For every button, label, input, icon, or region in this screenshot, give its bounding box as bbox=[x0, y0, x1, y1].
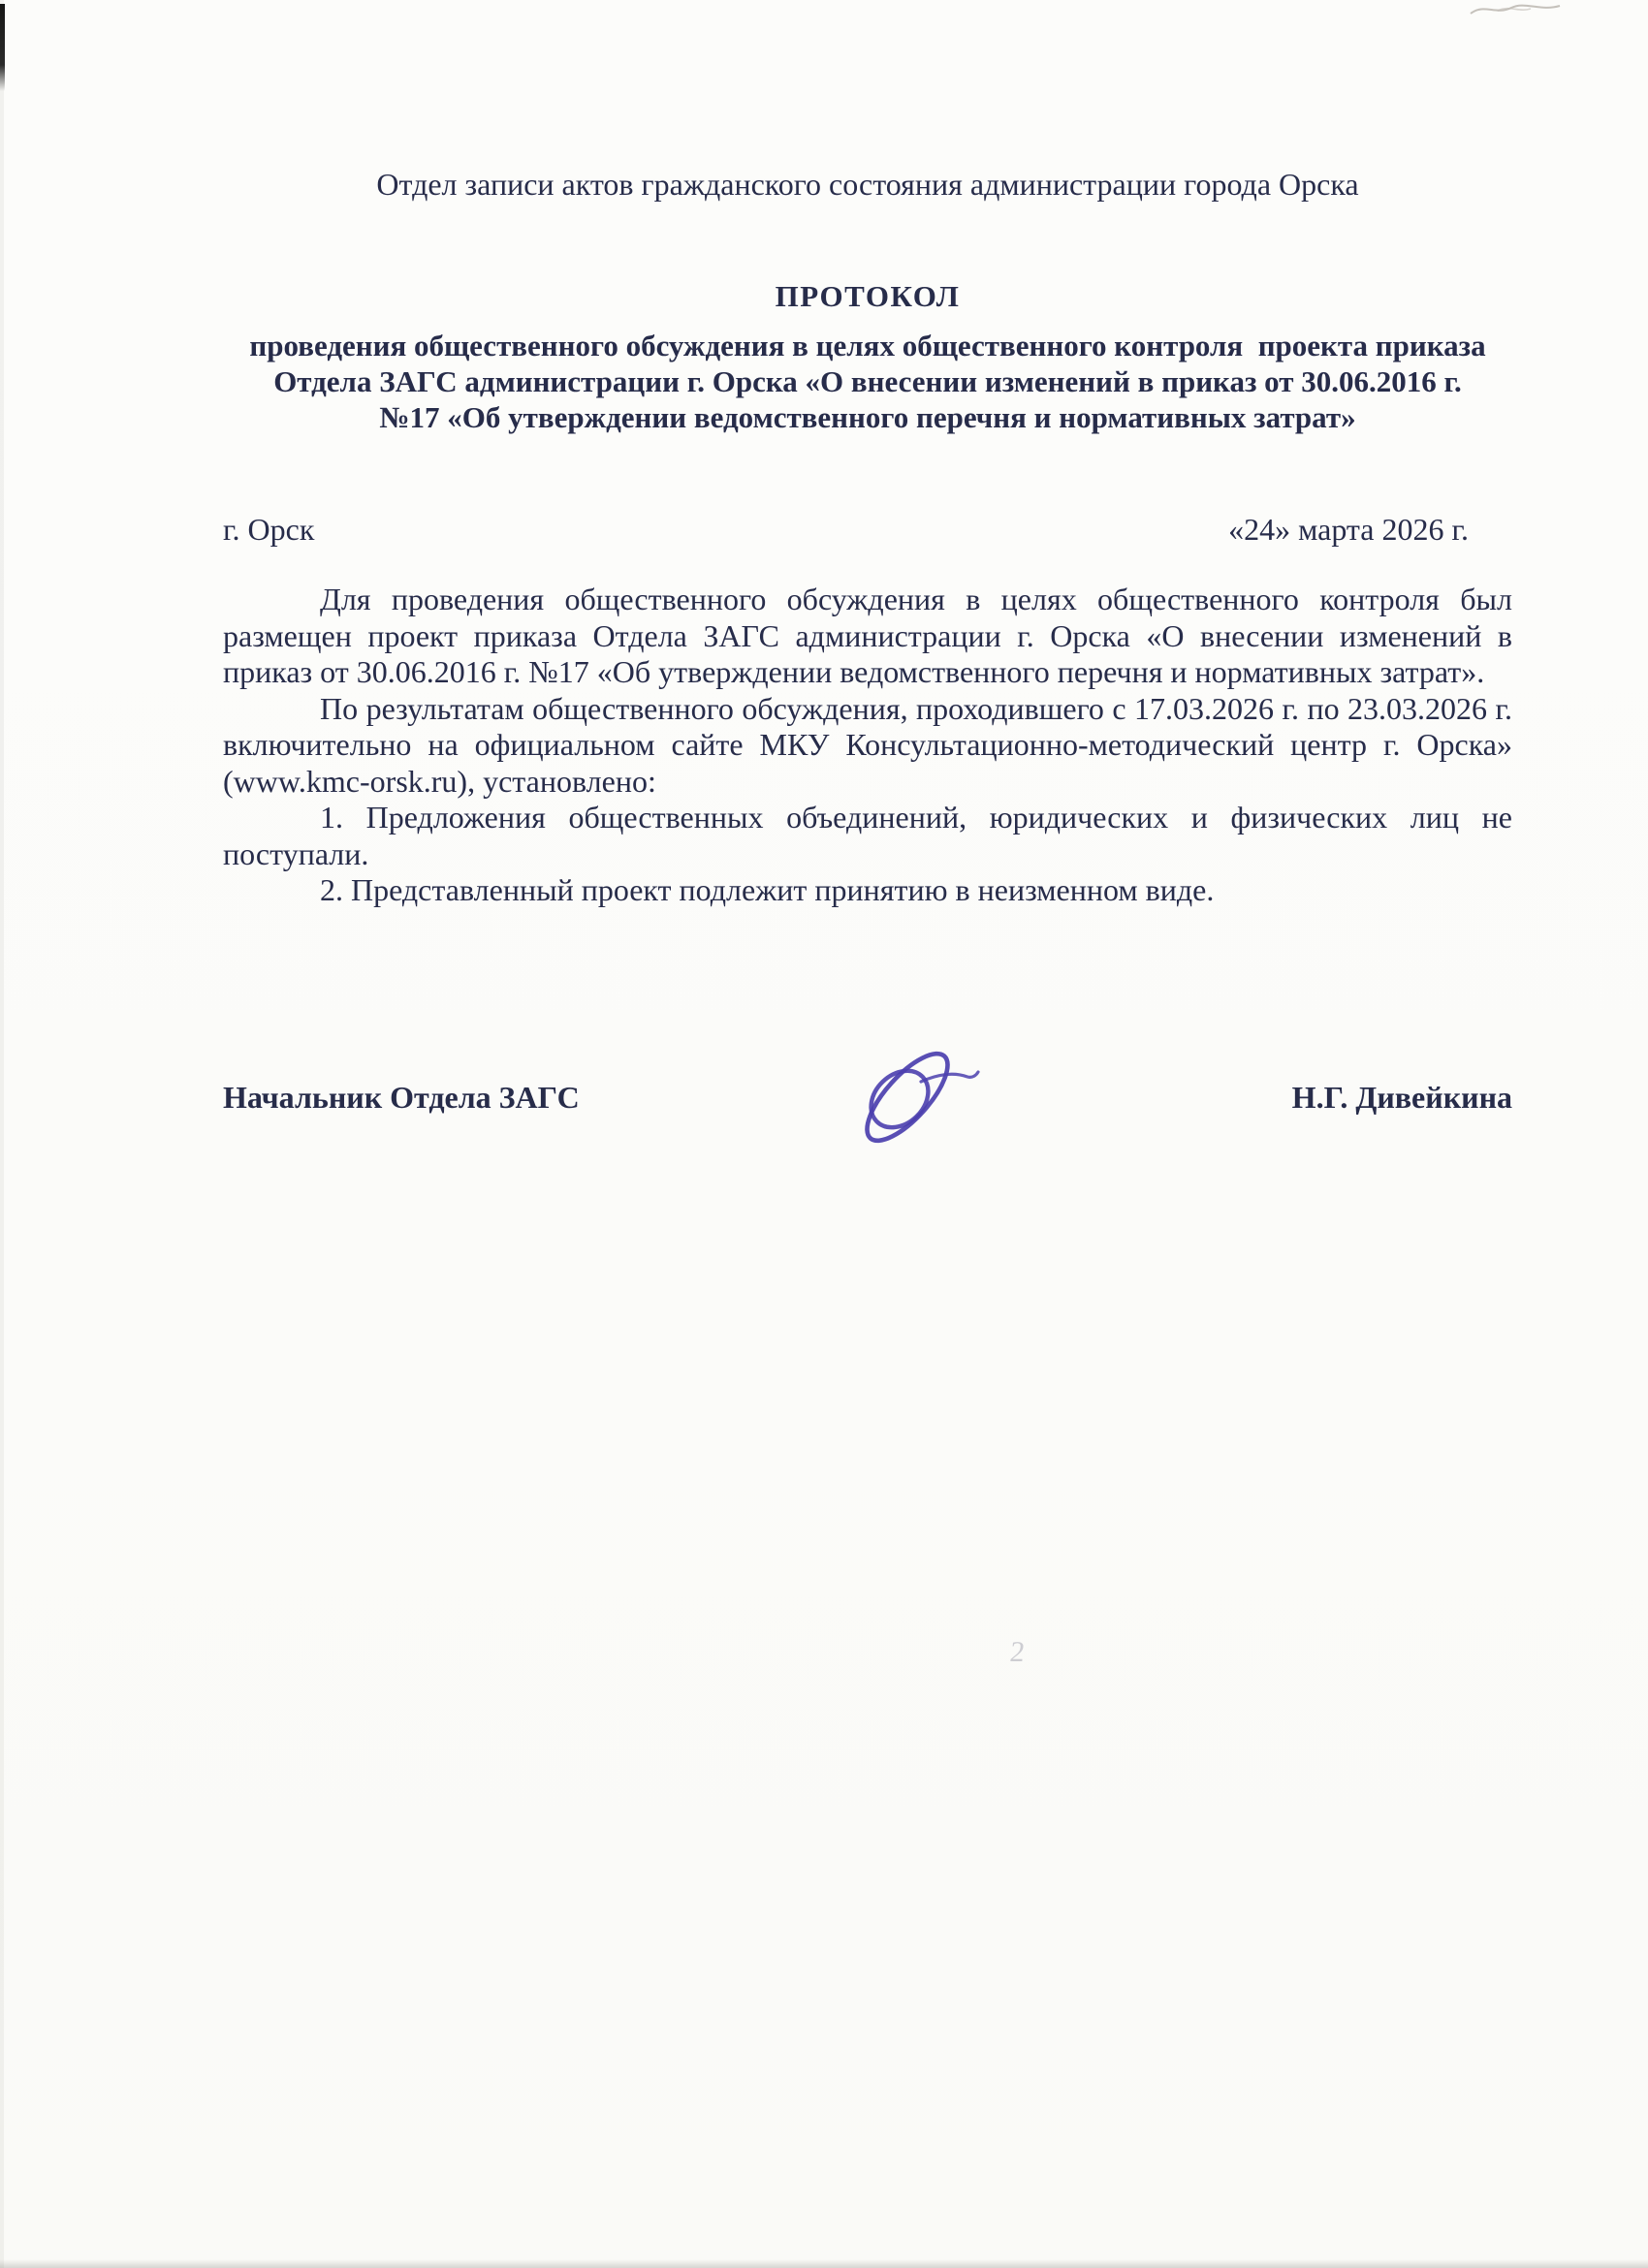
place-label: г. Орск bbox=[223, 512, 315, 547]
handwritten-signature-icon bbox=[836, 1022, 1002, 1169]
pencil-scribble-mark bbox=[1469, 1, 1575, 20]
date-label: «24» марта 2026 г. bbox=[1228, 512, 1469, 547]
scan-smudge: 2 bbox=[1008, 1636, 1027, 1668]
scan-left-shadow bbox=[0, 0, 4, 2268]
body-paragraph: Для проведения общественного обсуждения в целях общественного контроля был размещен проект приказа Отдела ЗАГС администрации г. Орска «О внесении изменений в приказ от 30.06.2016 г. №17 «Об утверждении ведомственного перечня и нормативных затрат». bbox=[223, 582, 1512, 689]
signer-position-label: Начальник Отдела ЗАГС bbox=[223, 1080, 580, 1115]
document-subtitle bbox=[206, 328, 1530, 435]
body-paragraph: По результатам общественного обсуждения, проходившего с 17.03.2026 г. по 23.03.2026 г. включительно на официальном сайте МКУ Консультационно-методический центр г. Орска» (www.kmc-orsk.ru), установлено: bbox=[223, 690, 1512, 799]
place-and-date-row bbox=[223, 512, 1469, 548]
scan-bottom-shadow bbox=[0, 2259, 1648, 2268]
body-list-item: 1. Предложения общественных объединений, юридических и физических лиц не поступали. bbox=[223, 800, 1512, 871]
body-list-item: 2. Представленный проект подлежит принятию в неизменном виде. bbox=[320, 872, 1215, 907]
document-body bbox=[223, 582, 1512, 909]
organization-name: Отдел записи актов гражданского состояния администрации города Орска bbox=[376, 167, 1359, 202]
subtitle-line: Отдела ЗАГС администрации г. Орска «О внесении изменений в приказ от 30.06.2016 г. bbox=[273, 364, 1462, 398]
signer-name-label: Н.Г. Дивейкина bbox=[1291, 1080, 1512, 1115]
subtitle-line: проведения общественного обсуждения в целях общественного контроля проекта приказа bbox=[249, 329, 1486, 362]
document-title: ПРОТОКОЛ bbox=[775, 279, 961, 313]
subtitle-line: №17 «Об утверждении ведомственного перечня и нормативных затрат» bbox=[379, 400, 1356, 434]
